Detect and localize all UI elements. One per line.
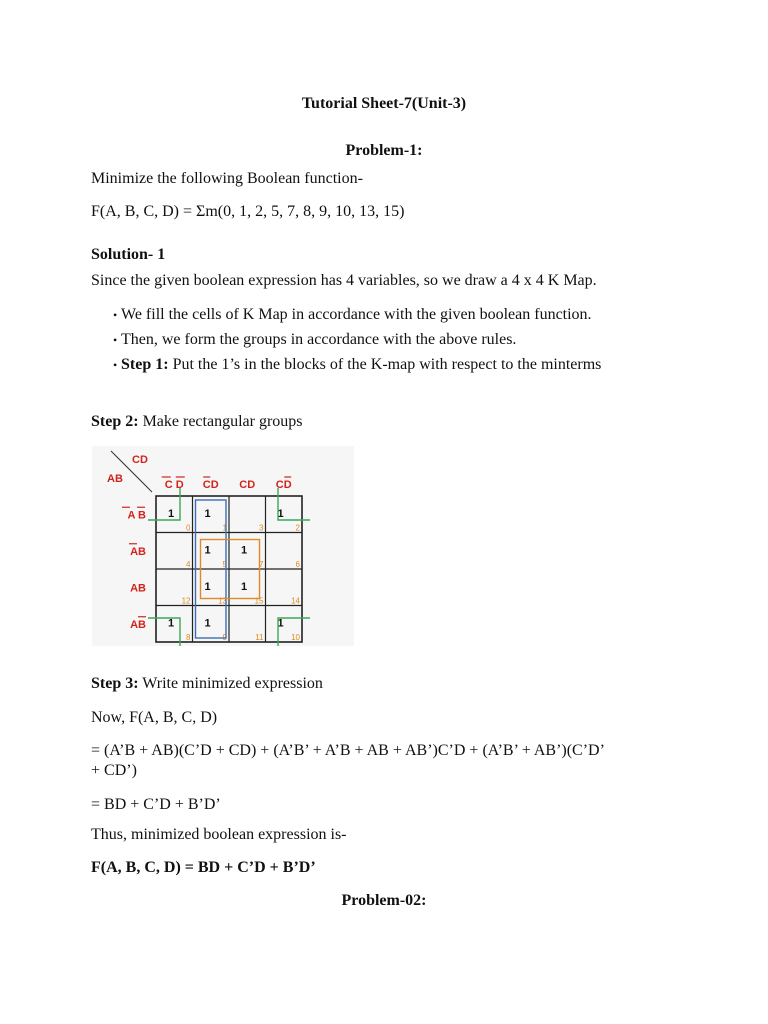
kmap-column-variable: CD [132, 454, 148, 466]
step-2-line: Step 2: Make rectangular groups [91, 413, 303, 430]
kmap-minterm-index: 0 [186, 523, 191, 533]
kmap-cell-value: 1 [240, 544, 248, 557]
kmap-minterm-index: 4 [186, 560, 191, 569]
kmap-minterm-index: 12 [181, 596, 191, 606]
solution-heading: Solution- 1 [91, 246, 166, 263]
now-line: Now, F(A, B, C, D) [91, 709, 218, 726]
kmap-cell-value: 1 [167, 617, 175, 630]
step-3-line: Step 3: Write minimized expression [91, 675, 323, 692]
karnaugh-map [92, 446, 354, 646]
kmap-row-header: AB [130, 545, 146, 558]
expansion-line-2: + CD’) [91, 762, 137, 779]
kmap-cell-value: 1 [240, 581, 248, 593]
kmap-minterm-index: 9 [222, 633, 227, 642]
page-title: Tutorial Sheet-7(Unit-3) [301, 95, 467, 112]
problem-1-heading: Problem-1: [345, 142, 423, 159]
problem-1-function: F(A, B, C, D) = Σm(0, 1, 2, 5, 7, 8, 9, 10, 13, 15) [91, 203, 405, 220]
kmap-cell-value: 1 [204, 508, 211, 520]
expansion-line-1: = (A’B + AB)(C’D + CD) + (A’B’ + A’B + AB + AB’)C’D + (A’B’ + AB’)(C’D’ [91, 742, 605, 759]
thus-line: Thus, minimized boolean expression is- [91, 826, 347, 843]
bullet-icon: • [113, 358, 118, 372]
solution-intro: Since the given boolean expression has 4 variables, so we draw a 4 x 4 K Map. [91, 272, 597, 289]
kmap-column-header: CD [202, 479, 219, 491]
problem-2-heading: Problem-02: [341, 892, 427, 909]
kmap-minterm-index: 10 [291, 633, 300, 642]
bullet-icon: • [113, 308, 118, 322]
kmap-cell-value: 1 [167, 508, 175, 520]
kmap-column-header: C D [164, 479, 184, 491]
kmap-minterm-index: 3 [259, 523, 264, 533]
kmap-minterm-index: 6 [295, 560, 300, 569]
kmap-minterm-index: 2 [295, 523, 300, 533]
kmap-cell-value: 1 [204, 581, 211, 593]
kmap-cell-value: 1 [277, 508, 284, 520]
kmap-minterm-index: 13 [218, 596, 227, 606]
kmap-column-header: CD [239, 479, 256, 491]
kmap-cell-value: 1 [204, 617, 211, 630]
kmap-row-header: AB [130, 618, 146, 631]
bullet-item: • We fill the cells of K Map in accordance with the given boolean function. [113, 306, 592, 323]
kmap-cell-value: 1 [277, 617, 284, 630]
kmap-minterm-index: 15 [254, 596, 264, 606]
kmap-cell-value: 1 [204, 544, 211, 557]
kmap-minterm-index: 7 [259, 560, 264, 569]
bullet-item: • Step 1: Put the 1’s in the blocks of the K-map with respect to the minterms [113, 356, 602, 373]
kmap-minterm-index: 5 [222, 560, 227, 569]
kmap-row-variable: AB [107, 473, 123, 485]
kmap-minterm-index: 1 [222, 523, 227, 533]
simplified-expression: = BD + C’D + B’D’ [91, 796, 221, 813]
problem-1-instruction: Minimize the following Boolean function- [91, 170, 363, 187]
kmap-row-header: AB [130, 582, 146, 595]
final-expression: F(A, B, C, D) = BD + C’D + B’D’ [91, 859, 316, 876]
bullet-icon: • [113, 333, 118, 347]
kmap-minterm-index: 8 [186, 633, 191, 642]
kmap-minterm-index: 14 [291, 596, 300, 606]
kmap-column-header: CD [275, 479, 292, 491]
kmap-row-header: A B [127, 509, 146, 522]
bullet-item: • Then, we form the groups in accordance with the above rules. [113, 331, 517, 348]
kmap-minterm-index: 11 [255, 633, 264, 642]
